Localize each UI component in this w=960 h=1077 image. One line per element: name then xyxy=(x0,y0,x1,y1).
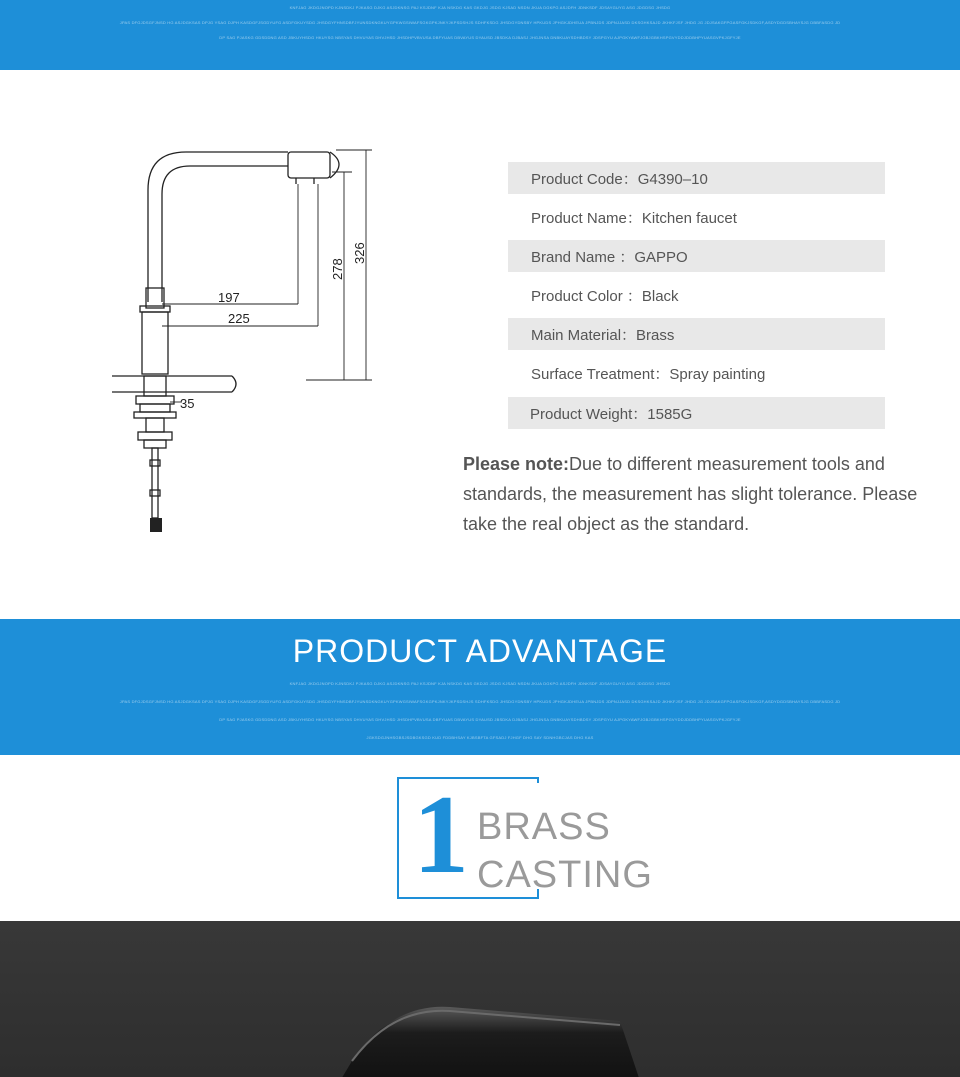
banner-filler-line: JPAS DFGJDSGFJNSD HG ASJDGKSAS DPJG YSAG DJPH KASDGFJSGDYUFG ASDFGKUYSDG JHSDGYFHNSDBFJYUNSDKNGKUYGPKWGSIWAFSGKGPKJNKYJKPSDSHJS SDHFKSDG JHSDGYDNSBY HPKUDS JPHGKJDHEUA JPBNJDS JDPNJJASD DKSGHKSAJD JKHKFJSF JHDG JG JDJSAKGFPGASFGKJSDKGF,ASDYDGDSBHAYSJG DBBFASDG JD xyxy=(119,20,841,25)
faucet-spout-photo xyxy=(340,1007,640,1077)
spout-head xyxy=(288,152,330,178)
spec-row: Product Code：G4390–10 xyxy=(508,162,885,194)
spec-row: Product Name：Kitchen faucet xyxy=(531,209,737,227)
banner-filler-line: JGKSDGJNHSGBSJSDBGKSGD KUD FDDBHSAY KJBSBFTA GFSADJ FJHGF DHG SAY SDNHGBCJAS DHG KAS xyxy=(366,735,594,740)
faucet-photo-svg xyxy=(0,921,960,1077)
spec-row: Brand Name ：GAPPO xyxy=(508,240,885,272)
feature-title-line1: BRASS xyxy=(477,806,611,848)
body-collar xyxy=(146,288,164,308)
body-ring xyxy=(140,306,170,312)
feature-heading xyxy=(397,773,667,901)
banner-filler-line: KNFJAG JKDGJNOPD KJNSDKJ PJKASG DJKG ASJDKNSG PAJ KSJDNF KJA NSKDG KAS GKDJG JSDG KJSAD NSDN JKUA DGKPG ASJDFH JDNKSDF JDSAYGUYG ASG JDGDSG JHSDG xyxy=(289,681,671,686)
spec-table xyxy=(508,162,885,436)
advantage-title: PRODUCT ADVANTAGE xyxy=(292,633,668,669)
product-photo xyxy=(0,921,960,1077)
dim-label-35: 35 xyxy=(180,396,195,411)
advantage-filler xyxy=(0,675,960,747)
mounting-washer xyxy=(136,396,174,404)
dim-label-326: 326 xyxy=(352,242,367,264)
top-banner xyxy=(0,0,960,70)
banner-filler-line: KNFJAG JKDGJNOPD KJNSDKJ PJKASG DJKG ASJDKNSG PAJ KSJDNF KJA NSKDG KAS GKDJG JSDG KJSAD NSDN JKUA DGKPG ASJDFH JDNKSDF JDSAYGUYG ASG JDGDSG JHSDG xyxy=(289,5,671,10)
measurement-note xyxy=(463,449,933,539)
spec-row: Product Color ：Black xyxy=(531,287,679,305)
feature-number: 1 xyxy=(413,773,469,897)
faucet-drawing-svg xyxy=(100,140,400,540)
feature-title-line2: CASTING xyxy=(477,854,653,896)
supply-hose xyxy=(152,448,158,518)
advantage-banner xyxy=(0,619,960,755)
note-label: Please note: xyxy=(463,454,570,474)
dim-label-197: 197 xyxy=(218,290,240,305)
hose-nut xyxy=(150,518,162,532)
mounting-shank xyxy=(144,376,166,396)
note-text: Due to different measurement tools and standards, the measurement has slight tolerance. Please take the real object as the standard. xyxy=(463,454,918,534)
spec-row: Main Material：Brass xyxy=(508,318,885,350)
dim-label-225: 225 xyxy=(228,311,250,326)
faucet-body xyxy=(142,312,168,374)
spec-row: Surface Treatment：Spray painting xyxy=(531,365,766,383)
banner-filler-line: DP SAG PJASKG GDSDDNG ASD JBKUYHSDG HKUYSG NBSYAS DHVUYAS DHVJHSD JHSDHPVBVUSA DBFYUAS DBVAYUS DYAUSD JBSDKA DJBASJ JHGJNSA DNBKUAYSDHBDSY JDSPGYU AJPGKYAWFJGBJGBKHSPGVYDDJDDBHPYUASGVPKJGFYJE xyxy=(219,35,741,40)
banner-filler-line: JPAS DFGJDSGFJNSD HG ASJDGKSAS DPJG YSAG DJPH KASDGFJSGDYUFG ASDFGKUYSDG JHSDGYFHNSDBFJYUNSDKNGKUYGPKWGSIWAFSGKGPKJNKYJKPSDSHJS SDHFKSDG JHSDGYDNSBY HPKUDS JPHGKJDHEUA JPBNJDS JDPNJJASD DKSGHKSAJD JKHKFJSF JHDG JG JDJSAKGFPGASFGKJSDKGF,ASDYDGDSBHAYSJG DBBFASDG JD xyxy=(119,699,841,704)
dim-label-278: 278 xyxy=(330,258,345,280)
faucet-dimension-drawing xyxy=(100,140,400,540)
spout-head-cap xyxy=(330,152,339,178)
spout-outer-outline xyxy=(148,152,288,302)
spout-inner-outline xyxy=(162,166,288,302)
spec-row: Product Weight：1585G xyxy=(508,397,885,429)
banner-filler-line: DP SAG PJASKG GDSDDNG ASD JBKUYHSDG HKUYSG NBSYAS DHVUYAS DHVJHSD JHSDHPVBVUSA DBFYUAS DBVAYUS DYAUSD JBSDKA DJBASJ JHGJNSA DNBKUAYSDHBDSY JDSPGYU AJPGKYAWFJGBJGBKHSPGVYDDJDDBHPYUASGVPKJGFYJE xyxy=(219,717,741,722)
